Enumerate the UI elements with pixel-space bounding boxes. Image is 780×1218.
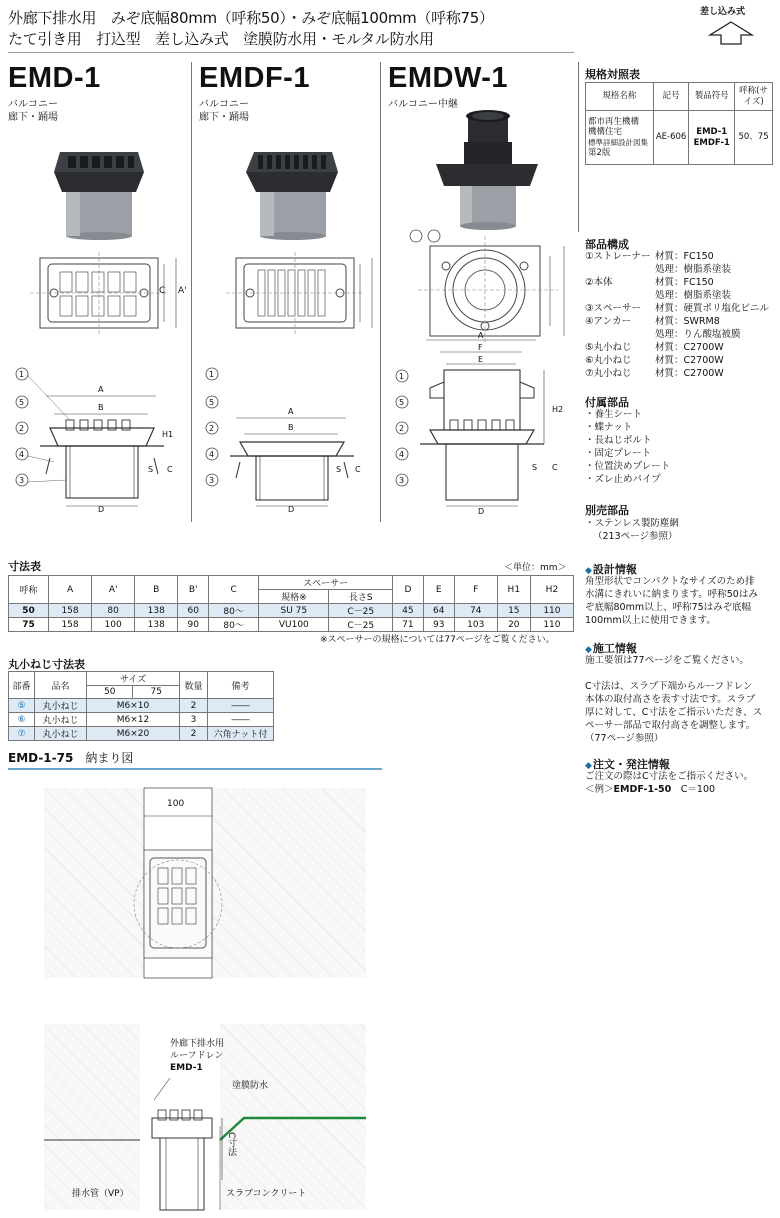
svg-text:H1: H1: [162, 430, 174, 439]
dim-b-prime-label-1: C: [159, 286, 166, 296]
use-emdf1-2: 廊下・踊場: [199, 112, 249, 123]
screw-cell: ⑦: [9, 727, 35, 741]
dim-cell: 80～: [209, 604, 259, 618]
svg-text:S: S: [532, 463, 538, 472]
table-row: [9, 727, 274, 741]
dim-cell: 138: [135, 604, 178, 618]
screw-cell: 丸小ねじ: [35, 727, 87, 741]
screw-cell: ――: [208, 699, 274, 713]
accessory-item: ・ズレ止めパイプ: [585, 474, 661, 485]
dim-a-prime-label-1: A': [178, 286, 187, 296]
dim-head: H1: [497, 576, 530, 604]
svg-text:4: 4: [19, 450, 25, 459]
dim-head: H2: [530, 576, 573, 604]
install-title: [8, 749, 133, 766]
dim-cell: 71: [392, 618, 423, 632]
std-product-1: EMD-1: [696, 127, 728, 137]
dim-head-spacer: スペーサー: [259, 576, 393, 590]
design-body: [585, 575, 758, 627]
svg-text:C: C: [355, 465, 361, 474]
install-callout-line: 外廊下排水用: [170, 1039, 225, 1049]
comp-spec: 材質：C2700W: [655, 342, 724, 353]
use-emdw1-1: バルコニー中継: [388, 99, 458, 110]
svg-text:2: 2: [209, 424, 215, 433]
screw-cell: ⑤: [9, 699, 35, 713]
screw-cell: 丸小ねじ: [35, 713, 87, 727]
accessory-item: ・養生シート: [585, 409, 643, 420]
comp-spec: 材質：C2700W: [655, 355, 724, 366]
construction-title: ◆ 施工情報: [585, 640, 637, 656]
accessory-item: ・固定プレート: [585, 448, 652, 459]
construction-line: ペーサー部品で取付高さを調整します。: [585, 720, 756, 731]
design-line: 水溝にきれいに納まります。呼称50はみ: [585, 589, 758, 600]
design-title: ◆ 設計情報: [585, 561, 637, 577]
plan-view-emdf1: [226, 250, 386, 340]
dim-cell: 100: [92, 618, 135, 632]
comp-spec: 材質：SWRM8: [655, 316, 720, 327]
screw-head: 品名: [35, 672, 87, 699]
order-example-code: EMDF-1-50: [613, 784, 672, 795]
svg-text:A: A: [288, 407, 294, 416]
svg-text:C: C: [167, 465, 173, 474]
design-line: 100mm以上に使用できます。: [585, 615, 716, 626]
screw-cell: ――: [208, 713, 274, 727]
svg-text:A: A: [98, 385, 104, 394]
svg-text:1: 1: [19, 370, 25, 379]
plan-view-emd1: [30, 250, 190, 340]
svg-text:H2: H2: [552, 405, 564, 414]
components-title: 部品構成: [585, 238, 629, 251]
dimension-table: [8, 575, 574, 632]
dim-cell: 60: [178, 604, 209, 618]
dim-cell: VU100: [259, 618, 329, 632]
svg-text:A: A: [478, 331, 484, 340]
comp-spec: 処理：りん酸塩被膜: [655, 329, 741, 340]
screw-cell: M6×10: [87, 699, 180, 713]
install-callout: [170, 1038, 224, 1074]
std-code: AE-606: [653, 111, 688, 165]
dim-cell: 80～: [209, 618, 259, 632]
dimension-table-title: 寸法表: [8, 560, 41, 573]
svg-text:4: 4: [209, 450, 215, 459]
comp-spec: 処理：樹脂系塗装: [655, 290, 732, 301]
screw-head: 備考: [208, 672, 274, 699]
svg-text:1: 1: [209, 370, 215, 379]
dimension-note: ※スペーサーの規格については77ページをご覧ください。: [320, 635, 555, 645]
dim-head: E: [423, 576, 454, 604]
options-title: 別売部品: [585, 504, 629, 517]
std-head-size: 呼称(サイズ): [735, 83, 773, 111]
svg-text:3: 3: [399, 476, 405, 485]
photo-emdw1: [432, 106, 542, 230]
svg-text:3: 3: [19, 476, 25, 485]
table-row: [9, 604, 574, 618]
use-emd1-1: バルコニー: [8, 99, 58, 110]
install-callout-code: EMD-1: [170, 1063, 203, 1073]
std-name-4: 第2版: [588, 148, 611, 158]
std-head-product: 製品符号: [689, 83, 735, 111]
install-title-text: 納まり図: [85, 751, 134, 765]
construction-line: C寸法は、スラブ下端からルーフドレン: [585, 681, 753, 692]
dim-cell: 15: [497, 604, 530, 618]
std-name-1: 都市再生機構: [588, 116, 640, 127]
option-item: ・ステンレス製防塵網: [585, 518, 679, 529]
dim-cell: C－25: [329, 618, 393, 632]
install-slab-label: スラブコンクリート: [226, 1189, 307, 1199]
order-title: ◆ 注文・発注情報: [585, 756, 670, 772]
options-list: [585, 517, 679, 543]
screw-head-sub: 50: [87, 686, 133, 699]
install-callout-line: ルーフドレン: [170, 1051, 224, 1061]
dim-cell: 80: [92, 604, 135, 618]
accessory-item: ・位置決めプレート: [585, 461, 671, 472]
dim-head: B: [135, 576, 178, 604]
comp-name: ⑤丸小ねじ: [585, 342, 632, 353]
comp-name: ⑥丸小ねじ: [585, 355, 632, 366]
svg-text:5: 5: [399, 398, 405, 407]
section-view-emdw1: [390, 331, 580, 522]
order-example-prefix: ＜例＞: [585, 784, 614, 795]
plan-view-emdw1: [408, 226, 578, 346]
install-pipe-label: 排水管（VP）: [72, 1189, 129, 1199]
dim-cell: 74: [454, 604, 497, 618]
construction-line: （77ページ参照）: [585, 733, 664, 744]
comp-name: [585, 328, 655, 341]
svg-text:D: D: [98, 505, 105, 514]
dim-cell: 75: [9, 618, 49, 632]
standards-table: [585, 82, 773, 165]
install-membrane-label: 塗膜防水: [232, 1081, 269, 1091]
screw-cell: 丸小ねじ: [35, 699, 87, 713]
install-c-dim-label: C寸法: [226, 1132, 236, 1157]
dim-cell: C－25: [329, 604, 393, 618]
screw-table-title: 丸小ねじ寸法表: [8, 658, 85, 671]
design-line: ぞ底幅80mm以上、呼称75はみぞ底幅: [585, 602, 752, 613]
screw-table: [8, 671, 274, 741]
model-emdw1: EMDW-1: [388, 62, 509, 94]
svg-text:C: C: [552, 463, 558, 472]
dim-cell: 64: [423, 604, 454, 618]
svg-text:5: 5: [19, 398, 25, 407]
screw-cell: 3: [180, 713, 208, 727]
order-body: [585, 770, 753, 796]
comp-spec: 処理：樹脂系塗装: [655, 264, 732, 275]
comp-name: ⑦丸小ねじ: [585, 368, 632, 379]
svg-text:B: B: [288, 423, 294, 432]
accessory-item: ・長ねじボルト: [585, 435, 652, 446]
table-row: [9, 699, 274, 713]
svg-text:F: F: [478, 343, 483, 352]
construction-line: 本体の取付高さを表す寸法です。スラブ: [585, 694, 756, 705]
dim-cell: 90: [178, 618, 209, 632]
std-size: 50、75: [735, 111, 773, 165]
screw-cell: ⑥: [9, 713, 35, 727]
svg-text:3: 3: [209, 476, 215, 485]
comp-name: [585, 263, 655, 276]
install-drawing: [44, 788, 366, 1210]
screw-cell: 2: [180, 699, 208, 713]
dim-cell: 138: [135, 618, 178, 632]
dim-head: 呼称: [9, 576, 49, 604]
model-emd1: EMD-1: [8, 62, 101, 94]
screw-head: 数量: [180, 672, 208, 699]
svg-text:1: 1: [399, 372, 405, 381]
comp-spec: 材質：FC150: [655, 251, 714, 262]
screw-head-sub: 75: [133, 686, 180, 699]
construction-line: [585, 667, 762, 680]
design-line: 角型形状でコンパクトなサイズのため排: [585, 576, 755, 587]
install-dim-100: 100: [167, 799, 185, 809]
screw-cell: 六角ナット付: [208, 727, 274, 741]
components-table: [585, 250, 769, 380]
dim-head-sub: 規格※: [259, 590, 329, 604]
order-line: ご注文の際はC寸法をご指示ください。: [585, 771, 754, 782]
screw-head: サイズ: [87, 672, 180, 686]
comp-name: ④アンカー: [585, 316, 632, 327]
photo-emdf1: [232, 140, 352, 240]
insert-arrow-icon: [708, 20, 754, 48]
comp-name: ③スペーサー: [585, 303, 642, 314]
std-name-2: 機構住宅: [588, 127, 623, 137]
install-title-code: EMD-1-75: [8, 751, 74, 765]
comp-spec: 材質：C2700W: [655, 368, 724, 379]
std-product-2: EMDF-1: [693, 137, 730, 148]
dim-cell: 20: [497, 618, 530, 632]
header-line2: たて引き用 打込型 差し込み式 塗膜防水用・モルタル防水用: [8, 30, 434, 48]
section-view-emd1: [10, 362, 190, 522]
dim-head: B': [178, 576, 209, 604]
accessories-title: 付属部品: [585, 396, 629, 409]
photo-emd1: [40, 140, 160, 240]
accessories-list: [585, 408, 670, 486]
order-example-suffix: C＝100: [671, 784, 716, 795]
dim-head-sub: 長さS: [329, 590, 393, 604]
dim-cell: 50: [9, 604, 49, 618]
dim-cell: 110: [530, 618, 573, 632]
dim-cell: 103: [454, 618, 497, 632]
svg-text:E: E: [478, 355, 484, 364]
dimension-unit: ＜単位：mm＞: [504, 563, 567, 573]
svg-text:S: S: [148, 465, 154, 474]
std-head-code: 記号: [653, 83, 688, 111]
accessory-item: ・蝶ナット: [585, 422, 633, 433]
svg-text:2: 2: [19, 424, 25, 433]
construction-line: 施工要領は77ページをご覧ください。: [585, 655, 749, 666]
section-view-emdf1: [200, 362, 380, 522]
svg-text:D: D: [478, 507, 485, 516]
comp-name: ①ストレーナー: [585, 251, 651, 262]
header-line1: 外廊下排水用 みぞ底幅80mm（呼称50）・みぞ底幅100mm（呼称75）: [8, 9, 494, 27]
screw-cell: M6×12: [87, 713, 180, 727]
table-row: [9, 618, 574, 632]
dim-cell: 158: [49, 618, 92, 632]
dim-head: A: [49, 576, 92, 604]
svg-text:B: B: [98, 403, 104, 412]
dim-cell: 110: [530, 604, 573, 618]
construction-body: [585, 654, 762, 745]
comp-name: [585, 289, 655, 302]
use-emdf1-1: バルコニー: [199, 99, 249, 110]
screw-head: 部番: [9, 672, 35, 699]
dim-head: A': [92, 576, 135, 604]
svg-text:5: 5: [209, 398, 215, 407]
dim-cell: 158: [49, 604, 92, 618]
comp-spec: 材質：硬質ポリ塩化ビニル: [655, 303, 770, 314]
option-item: （213ページ参照）: [593, 531, 678, 542]
construction-line: 厚に対して、C寸法をご指示いただき、ス: [585, 707, 763, 718]
std-name-3: 標準詳細設計図集: [588, 137, 648, 147]
comp-name: ②本体: [585, 277, 613, 288]
insert-type-label: 差し込み式: [700, 7, 746, 17]
dim-head: C: [209, 576, 259, 604]
dim-head: F: [454, 576, 497, 604]
standards-title: 規格対照表: [585, 68, 640, 81]
dim-head: D: [392, 576, 423, 604]
svg-text:S: S: [336, 465, 342, 474]
svg-text:2: 2: [399, 424, 405, 433]
comp-spec: 材質：FC150: [655, 277, 714, 288]
model-emdf1: EMDF-1: [199, 62, 310, 94]
dim-cell: SU 75: [259, 604, 329, 618]
table-row: [9, 713, 274, 727]
screw-cell: M6×20: [87, 727, 180, 741]
svg-text:4: 4: [399, 450, 405, 459]
dim-cell: 45: [392, 604, 423, 618]
svg-text:D: D: [288, 505, 295, 514]
screw-cell: 2: [180, 727, 208, 741]
use-emd1-2: 廊下・踊場: [8, 112, 58, 123]
std-head-name: 規格名称: [586, 83, 654, 111]
dim-cell: 93: [423, 618, 454, 632]
